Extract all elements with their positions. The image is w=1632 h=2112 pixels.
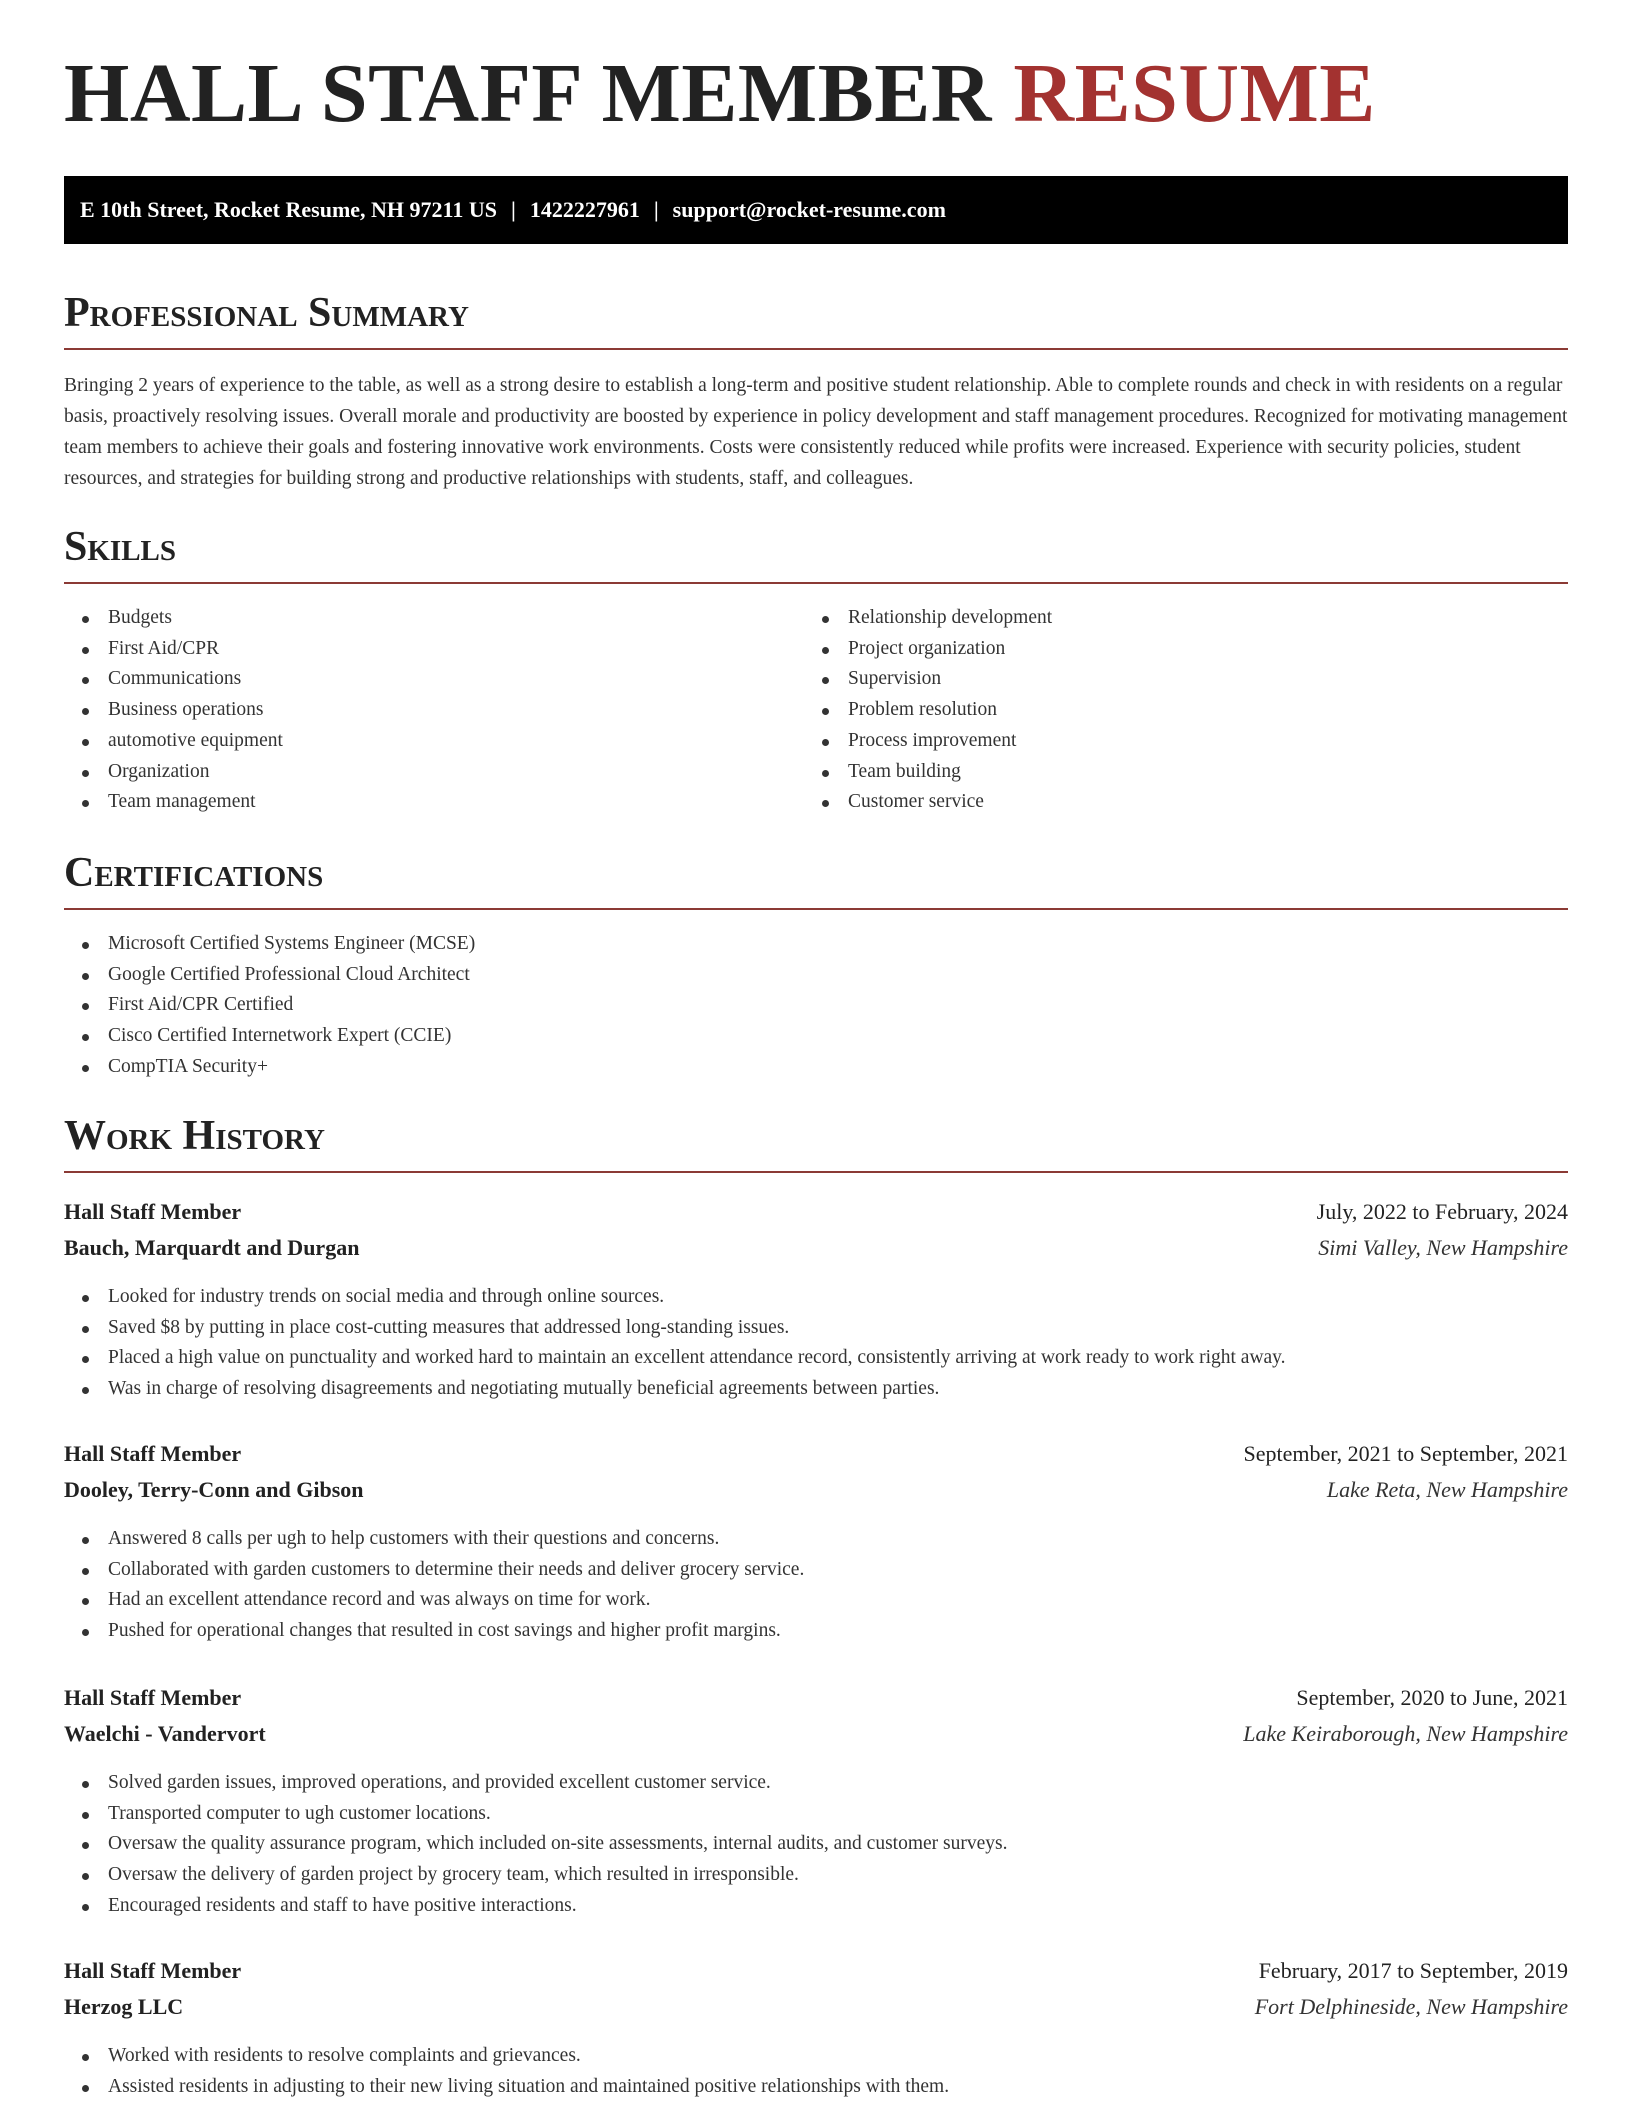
job-title: Hall Staff Member: [64, 1958, 242, 1983]
section-title-work-history: Work History: [64, 1115, 1568, 1173]
job-subheader: [64, 1717, 1568, 1751]
skill-item: Process improvement: [804, 726, 1052, 757]
job-bullet: Looked for industry trends on social media and through online sources.: [64, 1282, 1286, 1313]
job-dates: February, 2017 to September, 2019: [1258, 1958, 1568, 1983]
contact-email: support@rocket-resume.com: [672, 197, 946, 222]
job-company: Herzog LLC: [64, 1994, 184, 2019]
section-title-certifications: Certifications: [64, 852, 1568, 910]
resume-title: [64, 47, 1376, 140]
job-header: [64, 1681, 1568, 1715]
contact-separator: |: [653, 197, 659, 222]
contact-address: E 10th Street, Rocket Resume, NH 97211 US: [80, 197, 497, 222]
section-title-skills: Skills: [64, 526, 1568, 584]
skill-item: Problem resolution: [804, 695, 1052, 726]
job-dates: September, 2020 to June, 2021: [1296, 1685, 1568, 1710]
certification-item: CompTIA Security+: [64, 1052, 475, 1083]
job-location: Lake Reta, New Hampshire: [1326, 1477, 1568, 1502]
job-company: Bauch, Marquardt and Durgan: [64, 1235, 360, 1260]
job-title: Hall Staff Member: [64, 1199, 242, 1224]
job-bullet: Was in charge of resolving disagreements and negotiating mutually beneficial agreements between parties.: [64, 1374, 1286, 1405]
skill-item: automotive equipment: [64, 726, 283, 757]
contact-separator: |: [510, 197, 516, 222]
contact-phone: 1422227961: [529, 197, 640, 222]
job-dates: July, 2022 to February, 2024: [1316, 1199, 1568, 1224]
section-title-summary: Professional Summary: [64, 292, 1568, 350]
job-company: Waelchi - Vandervort: [64, 1721, 266, 1746]
title-accent: RESUME: [1013, 47, 1376, 140]
skill-item: Budgets: [64, 603, 283, 634]
skill-item: First Aid/CPR: [64, 634, 283, 665]
skill-item: Organization: [64, 757, 283, 788]
skill-item: Customer service: [804, 787, 1052, 818]
job-bullet: Assisted residents in adjusting to their new living situation and maintained positive relationships with them.: [64, 2072, 949, 2103]
job-location: Lake Keiraborough, New Hampshire: [1243, 1721, 1568, 1746]
job-header: [64, 1954, 1568, 1988]
skill-item: Team building: [804, 757, 1052, 788]
skill-item: Project organization: [804, 634, 1052, 665]
job-bullet: Transported computer to ugh customer locations.: [64, 1799, 1007, 1830]
certification-item: Microsoft Certified Systems Engineer (MCSE): [64, 929, 475, 960]
job-bullet: Saved $8 by putting in place cost-cutting measures that addressed long-standing issues.: [64, 1313, 1286, 1344]
job-bullets: [64, 1768, 1007, 1922]
job-bullet: Solved garden issues, improved operations, and provided excellent customer service.: [64, 1768, 1007, 1799]
job-bullet: Pushed for operational changes that resulted in cost savings and higher profit margins.: [64, 1616, 804, 1647]
job-title: Hall Staff Member: [64, 1685, 242, 1710]
job-bullet: Oversaw the quality assurance program, which included on-site assessments, internal audits, and customer surveys.: [64, 1829, 1007, 1860]
job-dates: September, 2021 to September, 2021: [1243, 1441, 1568, 1466]
job-header: [64, 1437, 1568, 1471]
skills-list-right: [804, 603, 1052, 818]
job-subheader: [64, 1990, 1568, 2024]
certification-item: Google Certified Professional Cloud Architect: [64, 960, 475, 991]
job-bullet: Placed a high value on punctuality and worked hard to maintain an excellent attendance record, consistently arriving at work ready to work right away.: [64, 1343, 1286, 1374]
skill-item: Communications: [64, 664, 283, 695]
skill-item: Supervision: [804, 664, 1052, 695]
job-bullets: [64, 1524, 804, 1647]
job-subheader: [64, 1231, 1568, 1265]
job-bullet: Oversaw the delivery of garden project by grocery team, which resulted in irresponsible.: [64, 1860, 1007, 1891]
skill-item: Team management: [64, 787, 283, 818]
job-bullet: Collaborated with garden customers to determine their needs and deliver grocery service.: [64, 1555, 804, 1586]
job-company: Dooley, Terry-Conn and Gibson: [64, 1477, 364, 1502]
contact-bar: [64, 176, 1568, 244]
certification-item: Cisco Certified Internetwork Expert (CCIE): [64, 1021, 475, 1052]
job-bullet: Had an excellent attendance record and was always on time for work.: [64, 1585, 804, 1616]
job-subheader: [64, 1473, 1568, 1507]
certifications-list: [64, 929, 475, 1083]
job-bullet: Encouraged residents and staff to have positive interactions.: [64, 1891, 1007, 1922]
skill-item: Business operations: [64, 695, 283, 726]
job-header: [64, 1195, 1568, 1229]
skills-list-left: [64, 603, 283, 818]
job-bullets: [64, 2041, 949, 2102]
job-location: Fort Delphineside, New Hampshire: [1254, 1994, 1568, 2019]
title-main: HALL STAFF MEMBER: [64, 47, 992, 140]
job-location: Simi Valley, New Hampshire: [1318, 1235, 1568, 1260]
job-bullet: Worked with residents to resolve complaints and grievances.: [64, 2041, 949, 2072]
summary-text: Bringing 2 years of experience to the table, as well as a strong desire to establish a long-term and positive student relationship. Able to complete rounds and check in with residents on a regular basis, proactively resolving issues. Overall morale and productivity are boosted by experience in policy development and staff management procedures. Recognized for motivating management team members to achieve their goals and fostering innovative work environments. Costs were consistently reduced while profits were increased. Experience with security policies, student resources, and strategies for building strong and productive relationships with students, staff, and colleagues.: [64, 375, 1568, 489]
skill-item: Relationship development: [804, 603, 1052, 634]
job-bullet: Answered 8 calls per ugh to help customers with their questions and concerns.: [64, 1524, 804, 1555]
job-bullets: [64, 1282, 1286, 1405]
job-title: Hall Staff Member: [64, 1441, 242, 1466]
certification-item: First Aid/CPR Certified: [64, 990, 475, 1021]
